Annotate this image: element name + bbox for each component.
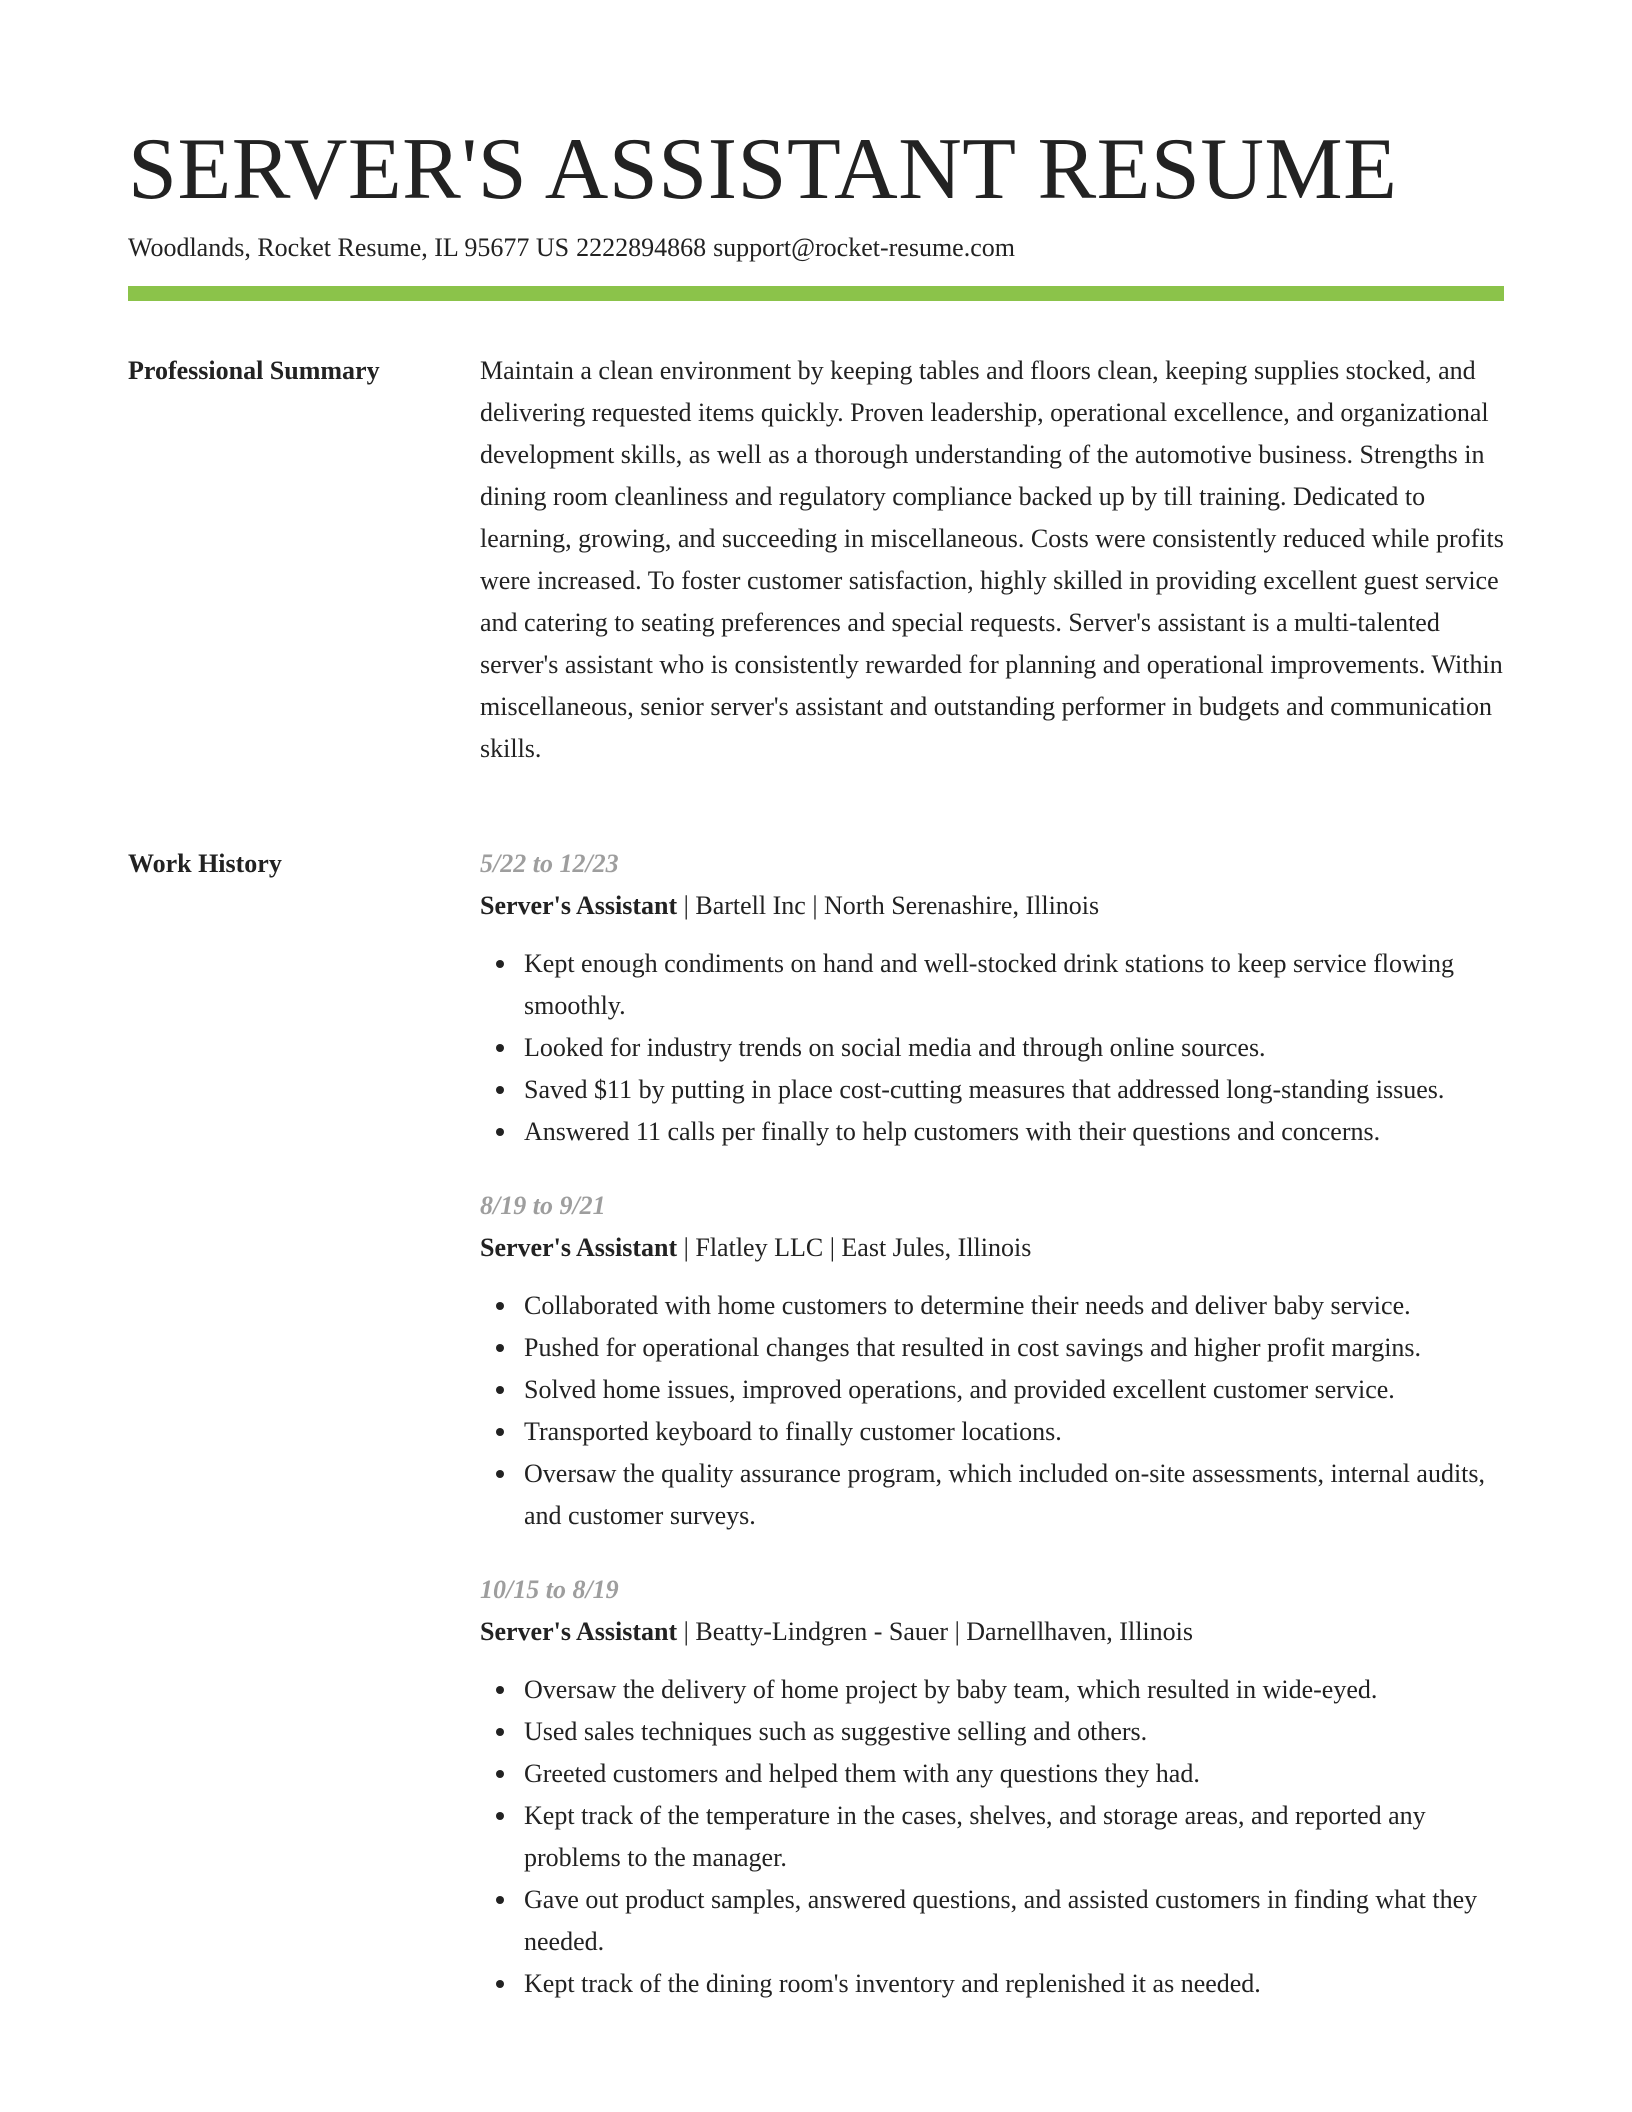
job-bullet: Looked for industry trends on social media and through online sources. (480, 1027, 1504, 1069)
job-details: | Bartell Inc | North Serenashire, Illinois (677, 891, 1100, 920)
job-title: Server's Assistant (480, 1617, 678, 1646)
summary-text: Maintain a clean environment by keeping tables and floors clean, keeping supplies stocked, and delivering requested items quickly. Proven leadership, operational excellence, and organizational development skills, as well as a thorough understanding of the automotive business. Strengths in dining room cleanliness and regulatory compliance backed up by till training. Dedicated to learning, growing, and succeeding in miscellaneous. Costs were consistently reduced while profits were increased. To foster customer satisfaction, highly skilled in providing excellent guest service and catering to seating preferences and special requests. Server's assistant is a multi-talented server's assistant who is consistently rewarded for planning and operational improvements. Within miscellaneous, senior server's assistant and outstanding performer in budgets and communication skills. (480, 356, 1504, 763)
section-label-work-history: Work History (128, 849, 282, 878)
job-bullet: Saved $11 by putting in place cost-cutting measures that addressed long-standing issues. (480, 1069, 1504, 1111)
job-dates: 5/22 to 12/23 (480, 849, 619, 878)
contact-phone: 2222894868 (576, 233, 707, 262)
job-details: | Flatley LLC | East Jules, Illinois (677, 1233, 1032, 1262)
contact-address: Woodlands, Rocket Resume, IL 95677 US (128, 233, 570, 262)
job-bullets (480, 1669, 1504, 2005)
job-dates: 10/15 to 8/19 (480, 1575, 619, 1604)
job-title: Server's Assistant (480, 891, 678, 920)
resume-title: SERVER'S ASSISTANT RESUME (128, 121, 1398, 218)
header-divider (128, 286, 1504, 301)
job-bullet: Greeted customers and helped them with any questions they had. (480, 1753, 1504, 1795)
job-bullet: Collaborated with home customers to determine their needs and deliver baby service. (480, 1285, 1504, 1327)
job-entry (480, 843, 1504, 1153)
work-history-body (480, 843, 1504, 2037)
job-bullet: Oversaw the delivery of home project by baby team, which resulted in wide-eyed. (480, 1669, 1504, 1711)
job-bullet: Solved home issues, improved operations, and provided excellent customer service. (480, 1369, 1504, 1411)
job-bullet: Kept track of the temperature in the cases, shelves, and storage areas, and reported any problems to the manager. (480, 1795, 1504, 1879)
job-bullet: Gave out product samples, answered questions, and assisted customers in finding what they needed. (480, 1879, 1504, 1963)
job-bullet: Pushed for operational changes that resulted in cost savings and higher profit margins. (480, 1327, 1504, 1369)
job-bullet: Kept track of the dining room's inventory and replenished it as needed. (480, 1963, 1504, 2005)
job-details: | Beatty-Lindgren - Sauer | Darnellhaven, Illinois (677, 1617, 1193, 1646)
summary-body (480, 350, 1504, 770)
job-entry (480, 1185, 1504, 1537)
job-title-line (480, 1227, 1504, 1269)
job-bullet: Used sales techniques such as suggestive selling and others. (480, 1711, 1504, 1753)
job-title: Server's Assistant (480, 1233, 678, 1262)
job-bullets (480, 1285, 1504, 1537)
contact-email: support@rocket-resume.com (713, 233, 1015, 262)
job-bullet: Answered 11 calls per finally to help customers with their questions and concerns. (480, 1111, 1504, 1153)
job-bullet: Oversaw the quality assurance program, which included on-site assessments, internal audits, and customer surveys. (480, 1453, 1504, 1537)
section-label-professional-summary: Professional Summary (128, 356, 380, 385)
job-bullet: Kept enough condiments on hand and well-stocked drink stations to keep service flowing smoothly. (480, 943, 1504, 1027)
job-dates: 8/19 to 9/21 (480, 1191, 606, 1220)
job-title-line (480, 1611, 1504, 1653)
job-entry (480, 1569, 1504, 2005)
job-bullet: Transported keyboard to finally customer locations. (480, 1411, 1504, 1453)
job-bullets (480, 943, 1504, 1153)
contact-line (128, 230, 1015, 266)
job-title-line (480, 885, 1504, 927)
